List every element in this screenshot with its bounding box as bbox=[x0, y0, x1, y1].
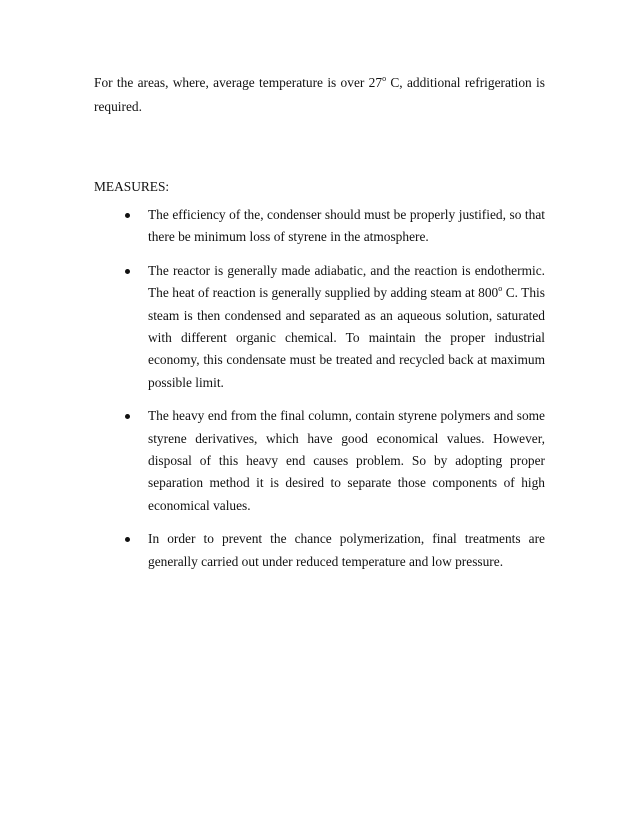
bullet-icon bbox=[125, 537, 130, 542]
degree-superscript: o bbox=[382, 73, 387, 83]
list-item-text: The efficiency of the, condenser should must be properly justified, so that there be minimum loss of styrene in the atmosphere. bbox=[148, 207, 545, 245]
bullet-icon bbox=[125, 414, 130, 419]
bullet-icon bbox=[125, 213, 130, 218]
intro-paragraph bbox=[94, 71, 545, 119]
list-item bbox=[0, 260, 638, 394]
list-item-text bbox=[148, 260, 545, 394]
list-item-text: The heavy end from the final column, contain styrene polymers and some styrene derivatives, which have good economical values. However, disposal of this heavy end causes problem. So by adopting proper separation method it is desired to separate those components of high economical values. bbox=[148, 408, 545, 513]
list-item-text: In order to prevent the chance polymerization, final treatments are generally carried out under reduced temperature and low pressure. bbox=[148, 531, 545, 569]
list-item-text-before: The reactor is generally made adiabatic, and the reaction is endothermic. The heat of reaction is generally supplied by adding steam at 800 bbox=[148, 262, 545, 301]
section-heading: MEASURES: bbox=[94, 179, 170, 194]
intro-text-before: For the areas, where, average temperature is over 27 bbox=[94, 75, 383, 90]
degree-superscript: o bbox=[498, 283, 503, 293]
bullet-icon bbox=[125, 269, 130, 274]
list-item bbox=[0, 204, 638, 249]
list-item bbox=[0, 528, 638, 573]
list-item-text-after: C. This steam is then condensed and separated as an aqueous solution, saturated with different organic chemical. To maintain the proper industrial economy, this condensate must be treated and recycled back at maximum possible limit. bbox=[148, 285, 545, 390]
intro-text-after: C, additional refrigeration is required. bbox=[94, 75, 545, 114]
list-item bbox=[0, 405, 638, 517]
measures-list bbox=[0, 204, 638, 584]
